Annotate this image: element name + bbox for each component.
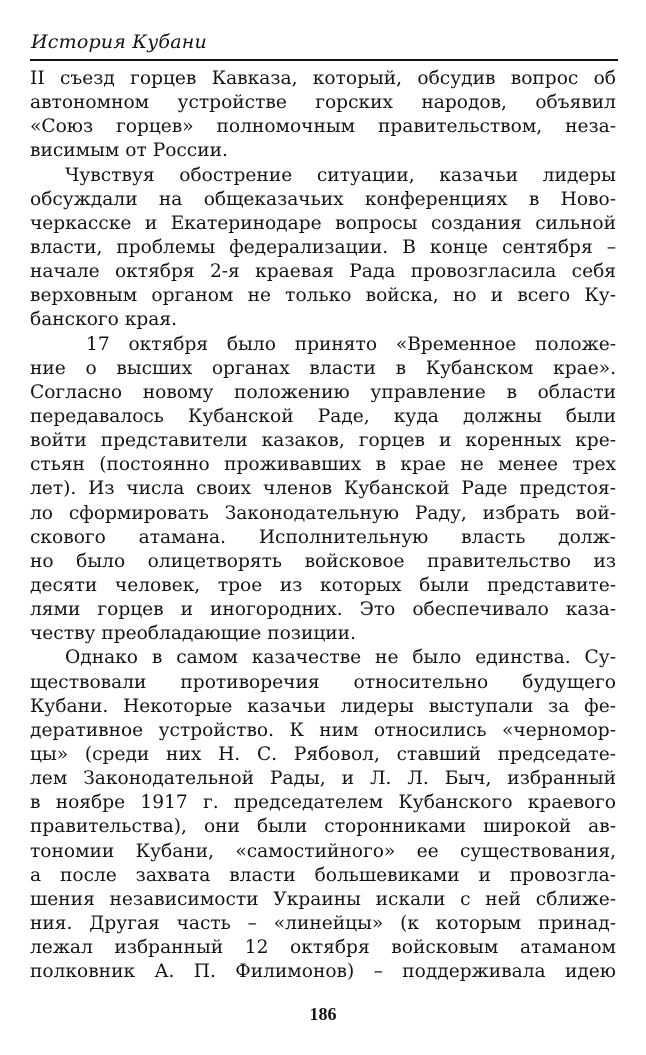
text-line: Однако в самом казачестве не было единства. Су- [65, 647, 616, 669]
text-line: «Союз горцев» полномочным правительством, неза- [30, 116, 616, 138]
text-line: ния. Другая часть – «линейцы» (к которым принад- [30, 912, 616, 934]
text-line: II съезд горцев Кавказа, который, обсудив вопрос об [30, 68, 616, 89]
text-line: 17 октября было принято «Временное положе- [86, 333, 616, 355]
text-line: стьян (постоянно проживавших в крае не менее трех [30, 454, 616, 476]
text-line: а после захвата власти большевиками и провозгла- [30, 864, 616, 886]
text-line: передавалось Кубанской Раде, куда должны были [30, 405, 616, 427]
paragraph-1 [30, 67, 616, 164]
text-line: цы» (среди них Н. С. Рябовол, ставший председате- [30, 743, 616, 765]
text-line: скового атамана. Исполнительную власть долж- [30, 526, 616, 548]
page-number: 186 [309, 1004, 337, 1024]
text-line: тономии Кубани, «самостийного» ее существования, [30, 840, 616, 862]
running-title: История Кубани [31, 31, 207, 53]
text-line: власти, проблемы федерализации. В конце сентября – [30, 236, 616, 258]
page-body [30, 67, 616, 984]
text-line: автономном устройстве горских народов, объявил [30, 92, 616, 114]
text-line: правительства), они были сторонниками широкой ав- [30, 816, 616, 838]
text-line: шения независимости Украины искали с ней сближе- [30, 888, 616, 910]
paragraph-4 [30, 646, 616, 984]
text-line: но было олицетворять войсковое правительство из [30, 550, 616, 572]
text-line: верховным органом не только войска, но и всего Ку- [30, 285, 616, 307]
text-line: Чувствуя обострение ситуации, казачьи лидеры [65, 164, 616, 186]
text-line: в ноябре 1917 г. председателем Кубанского краевого [30, 792, 616, 814]
text-line: начале октября 2-я краевая Рада провозгласила себя [30, 261, 616, 283]
text-line: ло сформировать Законодательную Раду, избрать вой- [30, 502, 616, 524]
text-line: лем Законодательной Рады, и Л. Л. Быч, избранный [30, 768, 616, 790]
text-line: ществовали противоречия относительно будущего [30, 671, 616, 693]
text-line: банского края. [30, 309, 177, 331]
text-line: висимым от России. [30, 140, 228, 162]
paragraph-3 [30, 333, 616, 647]
text-line: лежал избранный 12 октября войсковым атаманом [30, 937, 616, 959]
text-line: черкасске и Екатеринодаре вопросы создания сильной [30, 212, 616, 234]
text-line: полковник А. П. Филимонов) – поддерживала идею [30, 961, 616, 983]
text-line: Кубани. Некоторые казачьи лидеры выступали за фе- [30, 695, 616, 717]
text-line: ние о высших органах власти в Кубанском крае». [30, 357, 616, 379]
text-line: обсуждали на общеказачьих конференциях в Ново- [30, 188, 616, 210]
text-line: десяти человек, трое из которых были представите- [30, 574, 616, 596]
text-line: Согласно новому положению управление в области [30, 381, 616, 403]
text-line: лями горцев и иногородних. Это обеспечивало каза- [30, 599, 616, 621]
paragraph-2 [30, 164, 616, 333]
text-line: деративное устройство. К ним относились «черномор- [30, 719, 616, 741]
text-line: честву преобладающие позиции. [30, 623, 356, 645]
text-line: войти представители казаков, горцев и коренных кре- [30, 430, 616, 452]
text-line: лет). Из числа своих членов Кубанской Раде предстоя- [30, 478, 616, 500]
header-rule [30, 59, 618, 61]
